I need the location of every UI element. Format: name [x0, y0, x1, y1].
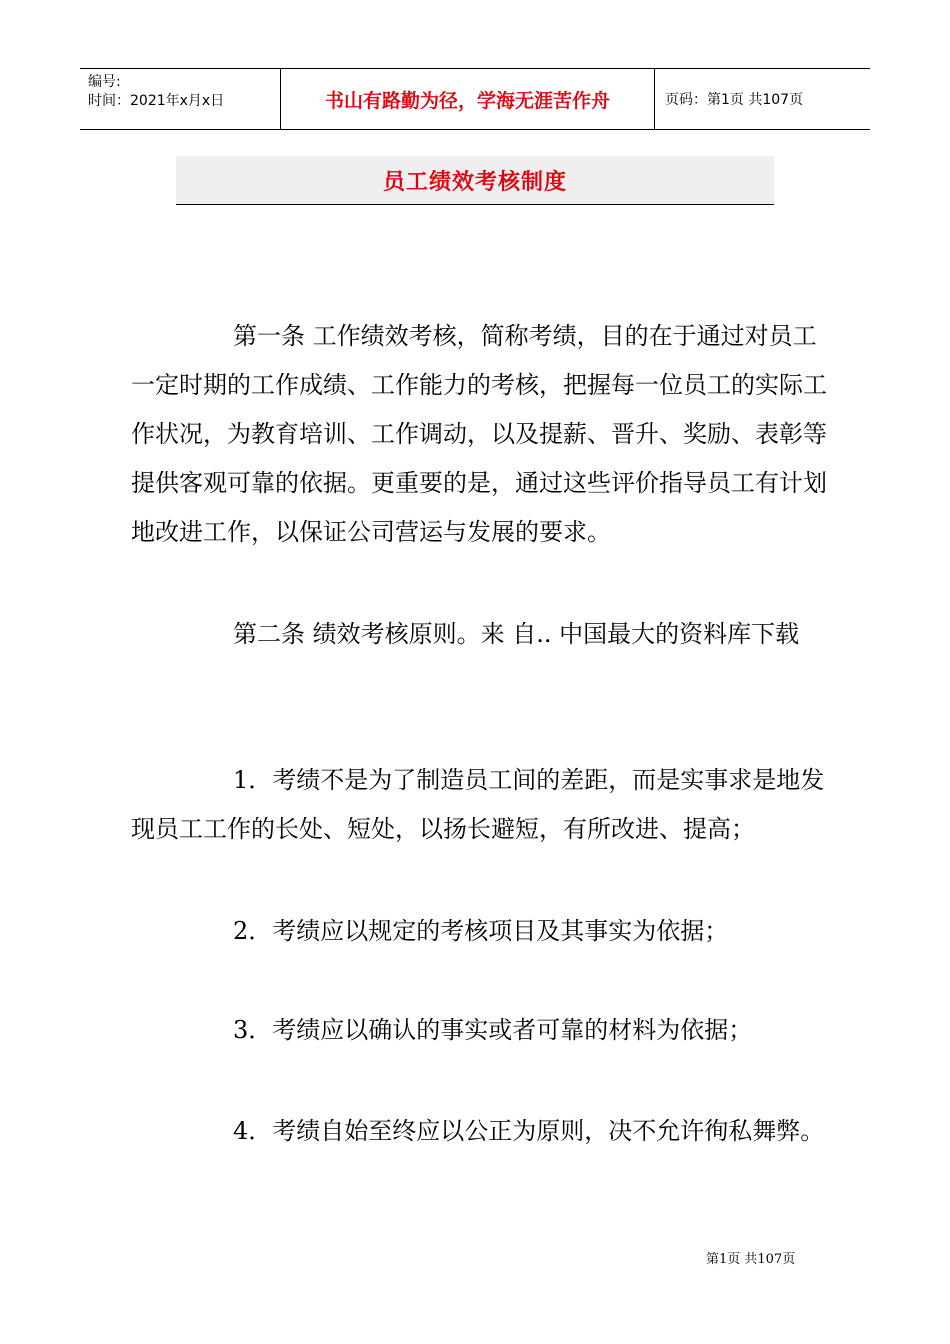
number-label: 编号:: [88, 74, 121, 90]
paragraph-item-1: 1．考绩不是为了制造员工间的差距，而是实事求是地发现员工工作的长处、短处，以扬长避短，有所改进、提高；: [131, 766, 825, 843]
header-motto: 书山有路勤为径，学海无涯苦作舟: [281, 69, 655, 129]
header-meta: [80, 69, 281, 129]
header-page-number: 页码：第1页 共107页: [665, 92, 804, 108]
paragraph-article-1: 第一条 工作绩效考核，简称考绩，目的在于通过对员工一定时期的工作成绩、工作能力的考核，把握每一位员工的实际工作状况，为教育培训、工作调动，以及提薪、晋升、奖励、表彰等提供客观可靠的依据。更重要的是，通过这些评价指导员工有计划地改进工作，以保证公司营运与发展的要求。: [131, 322, 827, 546]
page-footer: 第1页 共107页: [706, 1252, 796, 1267]
paragraph-article-2: 第二条 绩效考核原则。来 自.. 中国最大的资料库下载: [233, 620, 800, 648]
time-label: 时间：2021年x月x日: [88, 93, 225, 109]
document-title: 员工绩效考核制度: [382, 169, 567, 195]
title-banner: [176, 156, 774, 205]
paragraph-item-2: 2．考绩应以规定的考核项目及其事实为依据；: [233, 917, 729, 945]
paragraph-item-4: 4．考绩自始至终应以公正为原则，决不允许徇私舞弊。: [233, 1117, 825, 1145]
paragraph-item-3: 3．考绩应以确认的事实或者可靠的材料为依据；: [233, 1016, 753, 1044]
page-header: [80, 68, 870, 130]
